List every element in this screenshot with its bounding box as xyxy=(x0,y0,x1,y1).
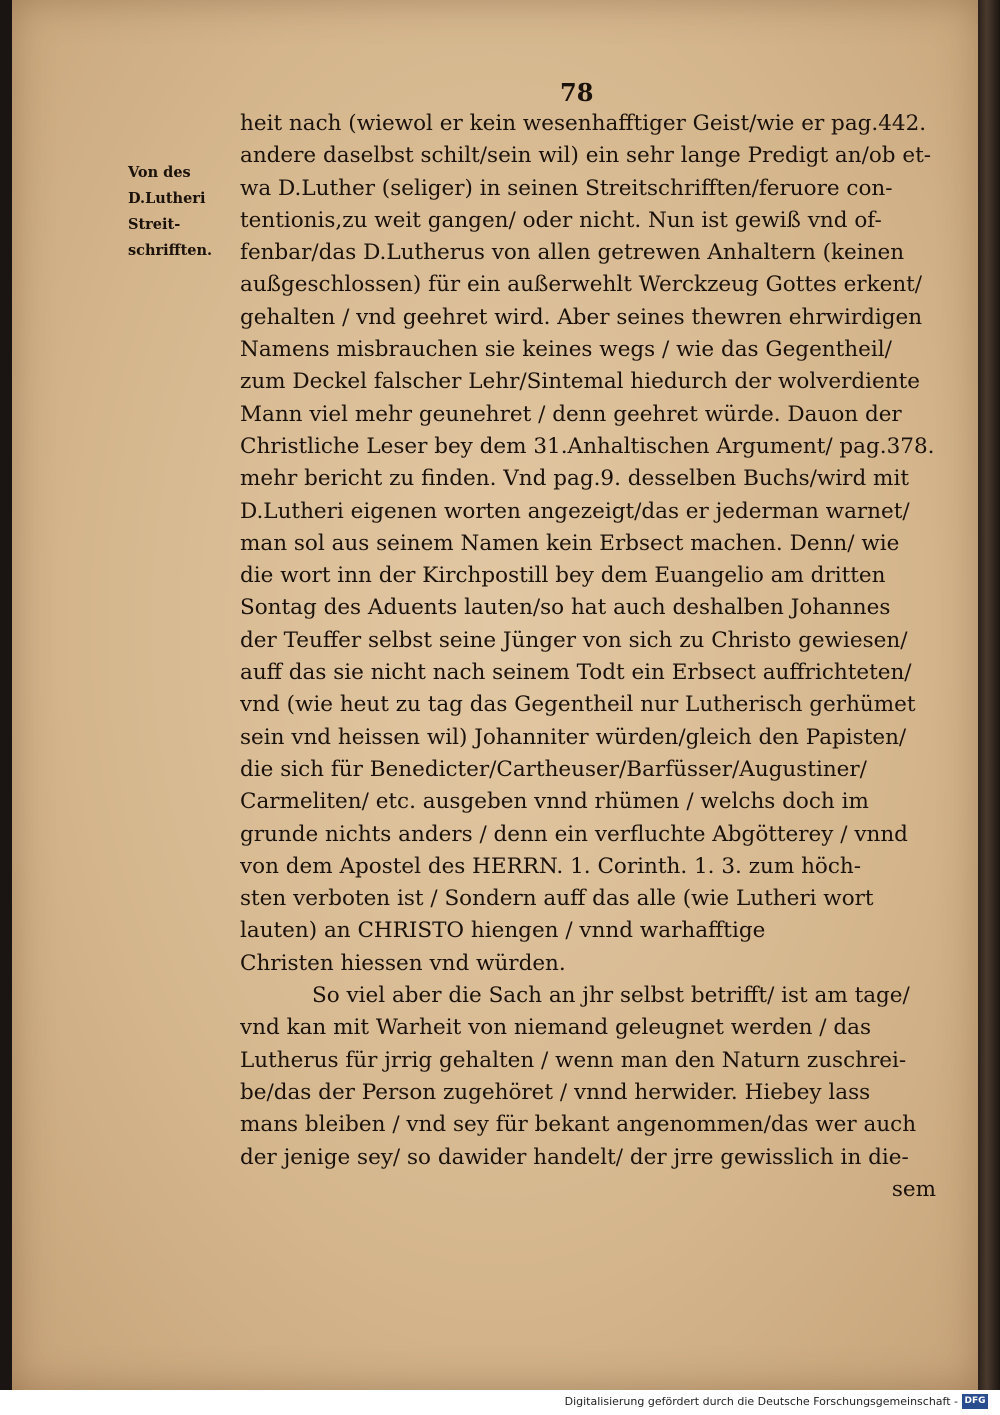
text-line: Sontag des Aduents lauten/so hat auch deshalben Johannes xyxy=(240,595,891,621)
text-line: andere daselbst schilt/sein wil) ein sehr lange Predigt an/ob et- xyxy=(240,143,932,169)
text-line: D.Lutheri eigenen worten angezeigt/das er jederman warnet/ xyxy=(240,498,910,524)
funding-note: Digitalisierung gefördert durch die Deutsche Forschungsgemeinschaft - xyxy=(564,1395,958,1408)
text-line: Mann viel mehr geunehret / denn geehret würde. Dauon der xyxy=(240,401,902,427)
text-line: zum Deckel falscher Lehr/Sintemal hiedurch der wolverdiente xyxy=(240,369,920,395)
text-line: sten verboten ist / Sondern auff das alle (wie Lutheri wort xyxy=(240,886,874,912)
text-line: vnd (wie heut zu tag das Gegentheil nur Lutherisch gerhümet xyxy=(240,692,916,718)
text-line: heit nach (wiewol er kein wesenhafftiger Geist/wie er pag.442. xyxy=(240,111,927,136)
page-number: 78 xyxy=(560,78,594,107)
margin-note xyxy=(128,160,228,264)
margin-note-line: Streit- xyxy=(128,216,181,233)
text-line: vnd kan mit Warheit von niemand geleugnet werden / das xyxy=(240,1015,871,1041)
margin-note-line: Von des xyxy=(128,164,191,181)
text-line: mans bleiben / vnd sey für bekant angenommen/das wer auch xyxy=(240,1112,917,1138)
text-line: fenbar/das D.Lutherus von allen getrewen Anhaltern (keinen xyxy=(240,240,905,266)
text-line: Namens misbrauchen sie keines wegs / wie das Gegentheil/ xyxy=(240,337,892,363)
text-line: auff das sie nicht nach seinem Todt ein Erbsect auffrichteten/ xyxy=(240,660,912,686)
text-line: gehalten / vnd geehret wird. Aber seines thewren ehrwirdigen xyxy=(240,304,923,330)
footer-bar xyxy=(0,1390,1000,1415)
paragraph-start-line: So viel aber die Sach an jhr selbst betrifft/ ist am tage/ xyxy=(312,983,910,1009)
text-line: Christliche Leser bey dem 31.Anhaltischen Argument/ pag.378. xyxy=(240,433,935,459)
book-edge xyxy=(978,0,1000,1390)
text-line: tentionis,zu weit gangen/ oder nicht. Nun ist gewiß vnd of- xyxy=(240,207,882,233)
text-line: lauten) an CHRISTO hiengen / vnnd warhafftige xyxy=(240,918,766,944)
text-line: mehr bericht zu finden. Vnd pag.9. desselben Buchs/wird mit xyxy=(240,466,909,492)
text-line: von dem Apostel des HERRN. 1. Corinth. 1. 3. zum höch- xyxy=(240,853,862,879)
text-line: Carmeliten/ etc. ausgeben vnnd rhümen / welchs doch im xyxy=(240,789,869,815)
body-text xyxy=(240,108,940,1206)
text-line: be/das der Person zugehöret / vnnd herwider. Hiebey lass xyxy=(240,1079,871,1105)
text-line: grunde nichts anders / denn ein verfluchte Abgötterey / vnnd xyxy=(240,821,908,847)
margin-note-line: schrifften. xyxy=(128,242,213,259)
text-line: man sol aus seinem Namen kein Erbsect machen. Denn/ wie xyxy=(240,530,900,556)
text-line: Christen hiessen vnd würden. xyxy=(240,950,566,976)
text-line: der jenige sey/ so dawider handelt/ der jrre gewisslich in die- xyxy=(240,1144,909,1170)
text-line: die wort inn der Kirchpostill bey dem Euangelio am dritten xyxy=(240,563,886,589)
text-line: außgeschlossen) für ein außerwehlt Werckzeug Gottes erkent/ xyxy=(240,272,923,298)
text-line: die sich für Benedicter/Cartheuser/Barfüsser/Augustiner/ xyxy=(240,756,867,782)
book-page xyxy=(12,0,980,1390)
text-line: sein vnd heissen wil) Johanniter würden/gleich den Papisten/ xyxy=(240,724,907,750)
text-line: Lutherus für jrrig gehalten / wenn man den Naturn zuschrei- xyxy=(240,1047,907,1073)
text-line: der Teuffer selbst seine Jünger von sich zu Christo gewiesen/ xyxy=(240,627,908,653)
margin-note-line: D.Lutheri xyxy=(128,190,206,207)
dfg-logo-icon: DFG xyxy=(962,1394,988,1409)
text-line: wa D.Luther (seliger) in seinen Streitschrifften/feruore con- xyxy=(240,175,893,201)
catchword: sem xyxy=(891,1176,936,1202)
